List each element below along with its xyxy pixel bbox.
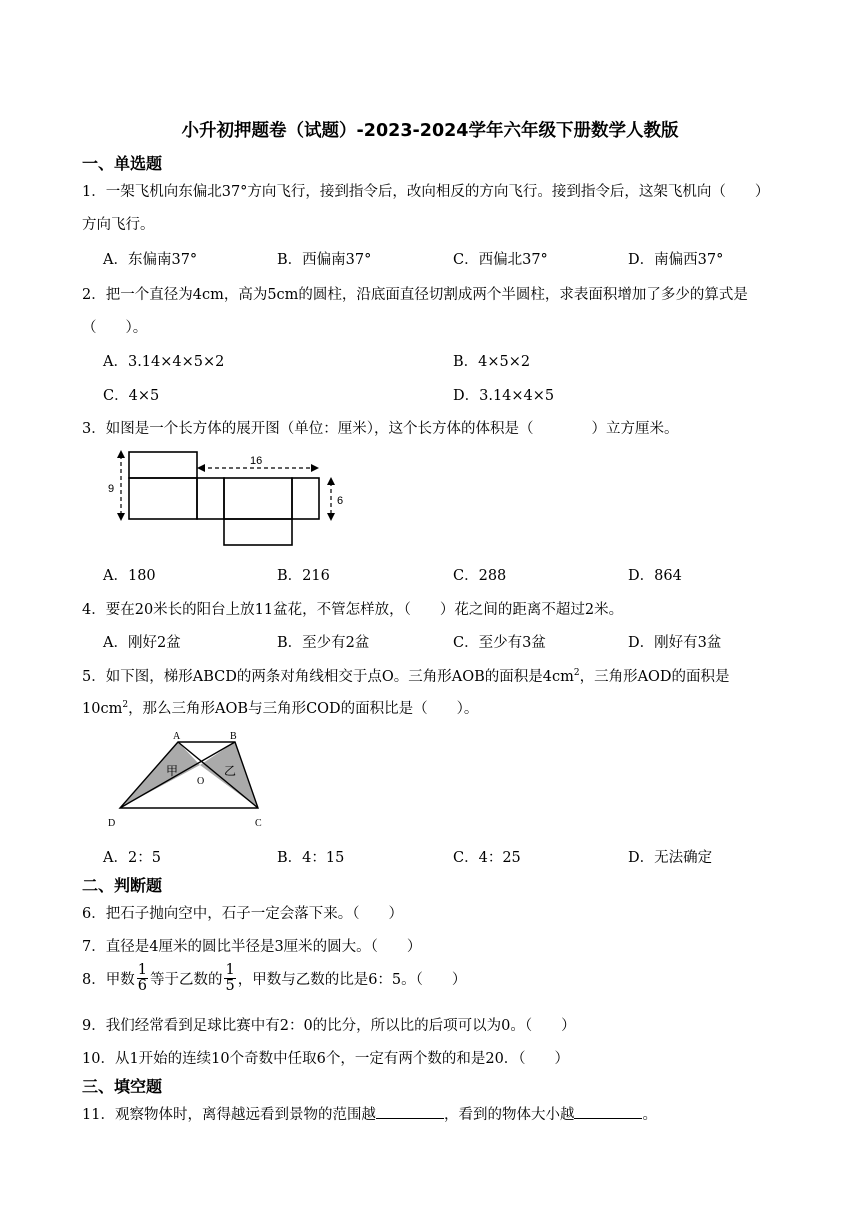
q1-option-b: B．西偏南37° [277, 252, 372, 268]
region-yi-label: 乙 [224, 764, 237, 778]
q8-text-part3: ，甲数与乙数的比是6：5。（ ） [237, 971, 467, 988]
question-3-text: 3．如图是一个长方体的展开图（单位：厘米），这个长方体的体积是（ ）立方厘米。 [82, 421, 679, 437]
q1-option-a: A．东偏南37° [103, 252, 198, 268]
q5-superscript-1: 2 [573, 668, 580, 679]
section-heading-single-choice: 一、单选题 [82, 154, 163, 173]
q1-option-c: C．西偏北37° [453, 252, 548, 268]
page-title: 小升初押题卷（试题）-2023-2024学年六年级下册数学人教版 [181, 121, 679, 141]
q5-text-part2: ，三角形AOD的面积是 [579, 669, 730, 685]
q5-option-b: B．4：15 [277, 850, 345, 866]
q5-option-c: C．4：25 [453, 850, 521, 866]
q2-option-a: A．3.14×4×5×2 [103, 354, 225, 370]
question-2-text-cont: （ ）。 [82, 320, 148, 336]
question-8-text [82, 958, 466, 998]
q3-option-c: C．288 [453, 568, 507, 584]
question-6-text: 6．把石子抛向空中，石子一定会落下来。（ ） [82, 906, 403, 922]
question-1-text-cont: 方向飞行。 [82, 217, 155, 233]
fraction-one-fifth [224, 963, 235, 994]
q5-text-part4: ，那么三角形AOB与三角形COD的面积比是（ ）。 [128, 701, 479, 717]
question-7-text: 7．直径是4厘米的圆比半径是3厘米的圆大。（ ） [82, 939, 422, 955]
answer-blank-2[interactable] [574, 1104, 642, 1119]
q8-text-part2: 等于乙数的 [149, 971, 223, 988]
q5-superscript-2: 2 [122, 700, 129, 711]
q5-option-d: D．无法确定 [628, 850, 713, 866]
q4-option-c: C．至少有3盆 [453, 635, 546, 651]
label-9: 9 [108, 483, 115, 495]
vertex-a-label: A [173, 731, 181, 742]
vertex-c-label: C [255, 818, 262, 829]
question-4-text: 4．要在20米长的阳台上放11盆花，不管怎样放，（ ）花之间的距离不超过2米。 [82, 602, 624, 618]
question-9-text: 9．我们经常看到足球比赛中有2：0的比分，所以比的后项可以为0。（ ） [82, 1018, 576, 1034]
q5-option-a: A．2：5 [103, 850, 161, 866]
question-5-text [82, 665, 730, 686]
cuboid-net-figure [100, 446, 360, 552]
question-1-text: 1．一架飞机向东偏北37°方向飞行，接到指令后，改向相反的方向飞行。接到指令后，这架飞机向（ ） [82, 184, 770, 200]
q4-option-d: D．刚好有3盆 [628, 635, 722, 651]
question-5-text-cont [82, 697, 478, 718]
q2-option-d: D．3.14×4×5 [453, 388, 555, 404]
fraction-denominator: 5 [225, 977, 235, 994]
vertex-d-label: D [108, 818, 116, 829]
q3-option-d: D．864 [628, 568, 682, 584]
label-16: 16 [250, 455, 263, 467]
q11-text-part2: ，看到的物体大小越 [443, 1107, 575, 1123]
fraction-one-sixth [137, 963, 148, 994]
q5-text-part1: 5．如下图，梯形ABCD的两条对角线相交于点O。三角形AOB的面积是4cm [82, 669, 574, 685]
q11-text-part3: 。 [642, 1107, 657, 1123]
region-jia-label: 甲 [166, 764, 179, 778]
q5-text-part3: 10cm [82, 701, 123, 717]
q2-option-c: C．4×5 [103, 388, 160, 404]
fraction-numerator: 1 [137, 961, 147, 978]
q3-option-a: A．180 [103, 568, 156, 584]
question-2-text: 2．把一个直径为4cm，高为5cm的圆柱，沿底面直径切割成两个半圆柱，求表面积增加了多少的算式是 [82, 287, 748, 303]
fraction-denominator: 6 [137, 977, 147, 994]
vertex-b-label: B [230, 731, 237, 742]
q4-option-b: B．至少有2盆 [277, 635, 370, 651]
label-6: 6 [337, 495, 344, 507]
q4-option-a: A．刚好2盆 [103, 635, 181, 651]
q8-text-part1: 8．甲数 [82, 971, 135, 988]
q2-option-b: B．4×5×2 [453, 354, 531, 370]
point-o-label: O [197, 776, 205, 787]
q1-option-d: D．南偏西37° [628, 252, 724, 268]
section-heading-fill-blank: 三、填空题 [82, 1077, 163, 1096]
trapezoid-figure [100, 728, 275, 832]
question-10-text: 10．从1开始的连续10个奇数中任取6个，一定有两个数的和是20．（ ） [82, 1051, 570, 1067]
answer-blank-1[interactable] [376, 1104, 444, 1119]
section-heading-true-false: 二、判断题 [82, 876, 163, 895]
q3-option-b: B．216 [277, 568, 330, 584]
fraction-numerator: 1 [225, 961, 235, 978]
q11-text-part1: 11．观察物体时，离得越远看到景物的范围越 [82, 1107, 376, 1123]
question-11-text [82, 1103, 657, 1124]
